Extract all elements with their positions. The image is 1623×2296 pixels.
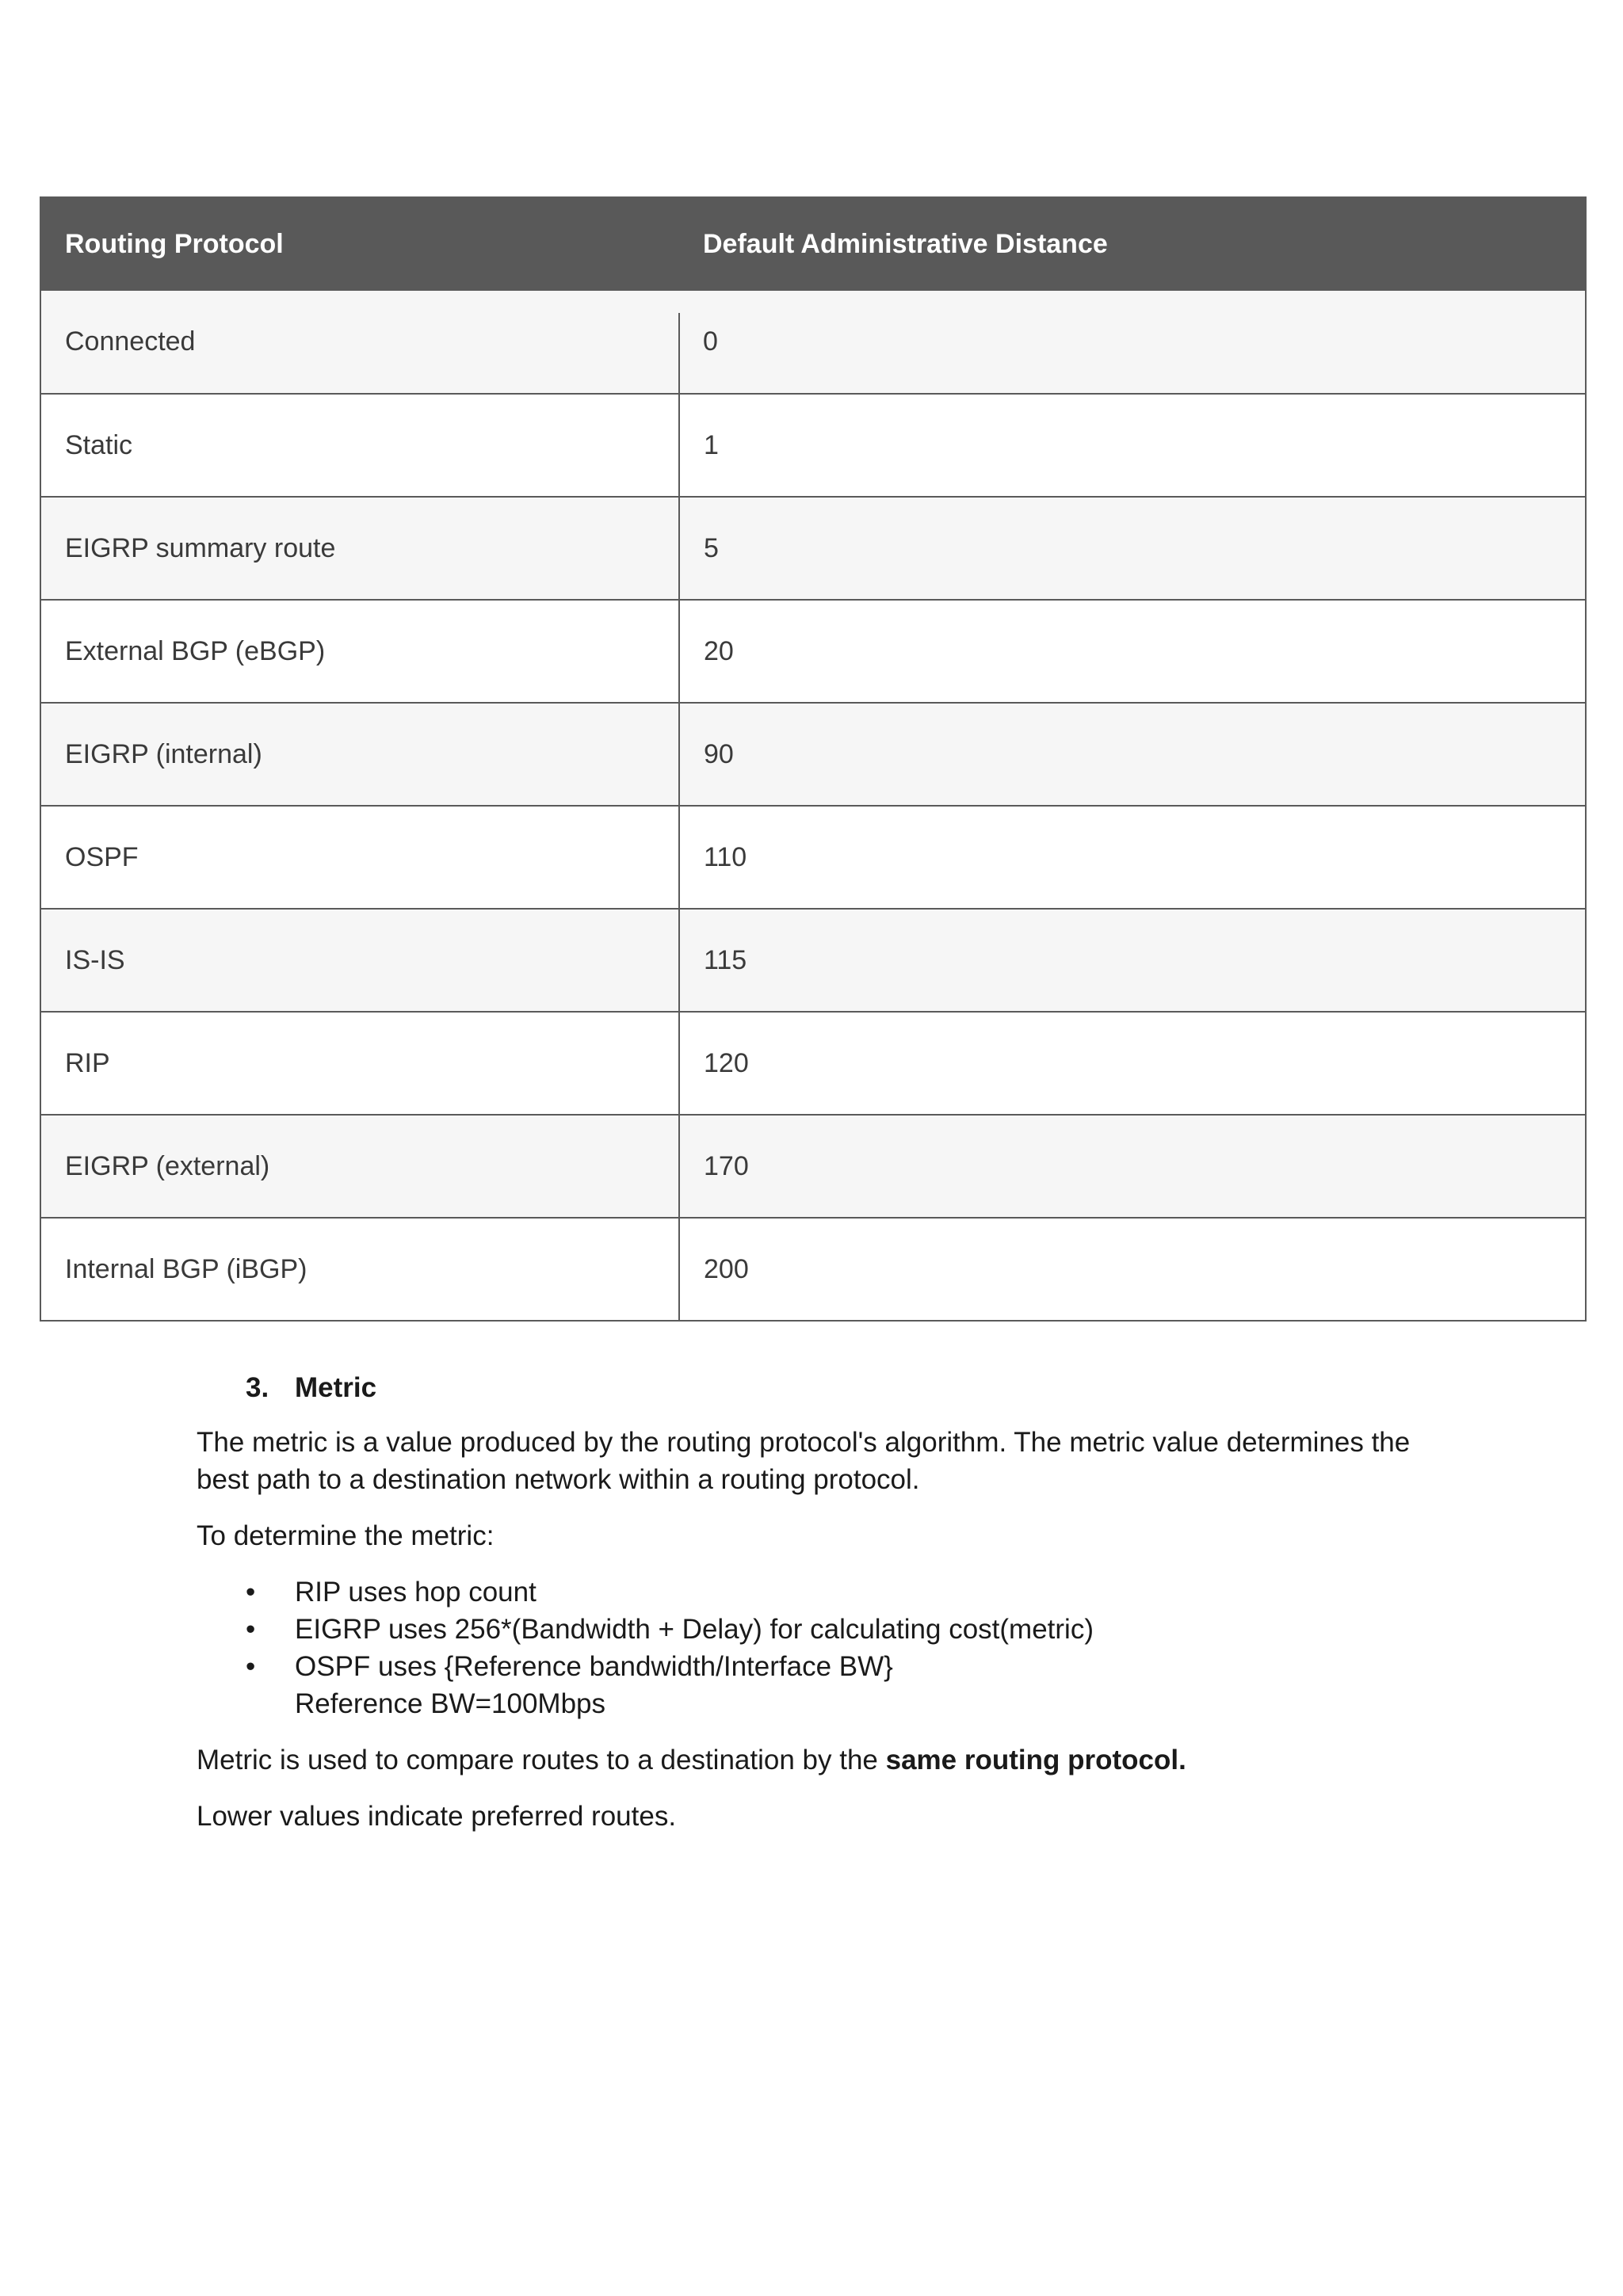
table-row: [40, 291, 1586, 394]
metric-intro-paragraph: The metric is a value produced by the routing protocol's algorithm. The metric value determines the best path to a destination network within a routing protocol.: [197, 1427, 1411, 1495]
section-heading: [246, 1369, 1449, 1406]
section-number: 3.: [246, 1372, 269, 1403]
table-row: [40, 703, 1586, 806]
table-row: [40, 1115, 1586, 1218]
table-row: [40, 394, 1586, 497]
table-row: [40, 806, 1586, 909]
distance-cell: 20: [679, 600, 1586, 703]
bullet-icon: •: [246, 1614, 256, 1645]
bullet-text: EIGRP uses 256*(Bandwidth + Delay) for calculating cost(metric): [295, 1614, 1094, 1645]
compare-routes-paragraph: [197, 1741, 1449, 1779]
protocol-cell: IS-IS: [40, 909, 679, 1012]
bullet-text: RIP uses hop count: [295, 1577, 537, 1608]
metric-bullet-list: [197, 1573, 1449, 1722]
protocol-cell: RIP: [40, 1012, 679, 1115]
determine-metric-label: To determine the metric:: [197, 1520, 495, 1551]
protocol-cell: EIGRP (internal): [40, 703, 679, 806]
distance-cell: 0: [679, 291, 1586, 394]
protocol-cell: EIGRP summary route: [40, 497, 679, 600]
protocol-cell: OSPF: [40, 806, 679, 909]
table-row: [40, 600, 1586, 703]
compare-text: Metric is used to compare routes to a destination by the: [197, 1745, 886, 1775]
table-row: [40, 1012, 1586, 1115]
distance-cell: 170: [679, 1115, 1586, 1218]
closing-paragraph: Lower values indicate preferred routes.: [197, 1801, 677, 1832]
distance-cell: 1: [679, 394, 1586, 497]
distance-cell: 90: [679, 703, 1586, 806]
protocol-cell: Static: [40, 394, 679, 497]
distance-cell: 120: [679, 1012, 1586, 1115]
protocol-cell: Connected: [40, 291, 679, 394]
list-item: [197, 1573, 1449, 1611]
administrative-distance-table: [40, 196, 1587, 1322]
bullet-icon: •: [246, 1651, 256, 1682]
list-item: [197, 1648, 1449, 1722]
list-item: [197, 1611, 1449, 1648]
distance-cell: 110: [679, 806, 1586, 909]
header-routing-protocol: Routing Protocol: [40, 197, 679, 291]
protocol-cell: EIGRP (external): [40, 1115, 679, 1218]
bullet-subline: Reference BW=100Mbps: [295, 1688, 606, 1719]
distance-cell: 5: [679, 497, 1586, 600]
table-row: [40, 1218, 1586, 1321]
metric-section: [197, 1369, 1449, 1854]
compare-bold-text: same routing protocol.: [885, 1745, 1186, 1775]
protocol-cell: Internal BGP (iBGP): [40, 1218, 679, 1321]
table-header-row: [40, 197, 1586, 291]
header-default-administrative-distance: Default Administrative Distance: [679, 197, 1586, 291]
bullet-text: OSPF uses {Reference bandwidth/Interface BW}: [295, 1651, 893, 1682]
table-row: [40, 497, 1586, 600]
table-row: [40, 909, 1586, 1012]
distance-cell: 115: [679, 909, 1586, 1012]
section-title: Metric: [295, 1372, 377, 1403]
distance-cell: 200: [679, 1218, 1586, 1321]
bullet-icon: •: [246, 1577, 256, 1608]
protocol-cell: External BGP (eBGP): [40, 600, 679, 703]
